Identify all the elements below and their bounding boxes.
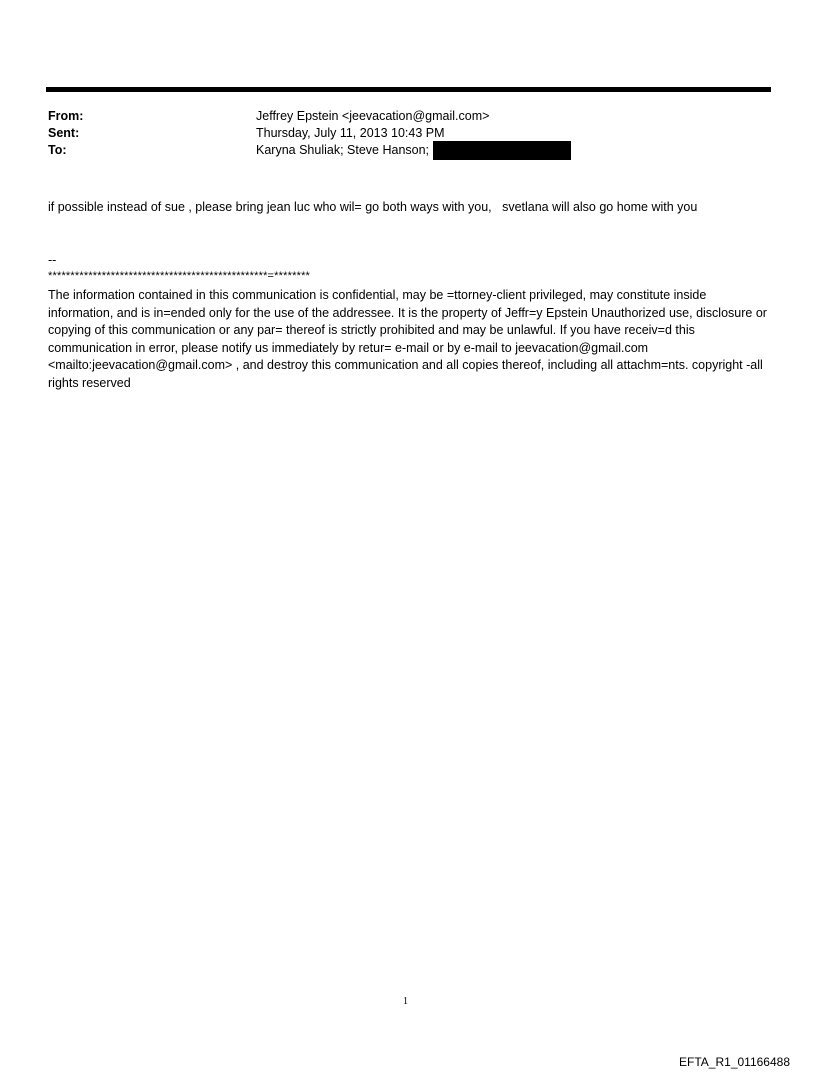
message-body: if possible instead of sue , please bring jean luc who wil= go both ways with you, svetlana will also go home with you bbox=[48, 200, 698, 214]
from-value: Jeffrey Epstein <jeevacation@gmail.com> bbox=[256, 109, 490, 123]
page-number: 1 bbox=[403, 996, 408, 1007]
signature-dash: -- bbox=[48, 253, 57, 267]
signature-stars: *************************************************=******** bbox=[48, 270, 311, 282]
email-header bbox=[48, 108, 768, 159]
to-value: Karyna Shuliak; Steve Hanson; bbox=[256, 143, 430, 157]
to-label: To: bbox=[48, 143, 67, 157]
redaction-block bbox=[433, 141, 571, 160]
confidentiality-disclaimer: The information contained in this communication is confidential, may be =ttorney-client privileged, may constitute inside information, and is in=ended only for the use of the addressee. It is the property of Jeffr=y Epstein Unauthorized use, disclosure or copying of this communication or any par= thereof is strictly prohibited and may be unlawful. If you have receiv=d this communication in error, please notify us immediately by retur= e-mail or by e-mail to jeevacation@gmail.com <mailto:jeevacation@gmail.com> , and destroy this communication and all copies thereof, including all attachm=nts. copyright -all rights reserved bbox=[48, 288, 767, 390]
to-value-container bbox=[256, 142, 571, 160]
to-row bbox=[48, 142, 768, 159]
from-label: From: bbox=[48, 109, 84, 123]
document-id: EFTA_R1_01166488 bbox=[679, 1055, 790, 1069]
sent-value: Thursday, July 11, 2013 10:43 PM bbox=[256, 126, 445, 140]
sent-row bbox=[48, 125, 768, 142]
sent-label: Sent: bbox=[48, 126, 80, 140]
header-rule bbox=[46, 87, 771, 92]
from-row bbox=[48, 108, 768, 125]
